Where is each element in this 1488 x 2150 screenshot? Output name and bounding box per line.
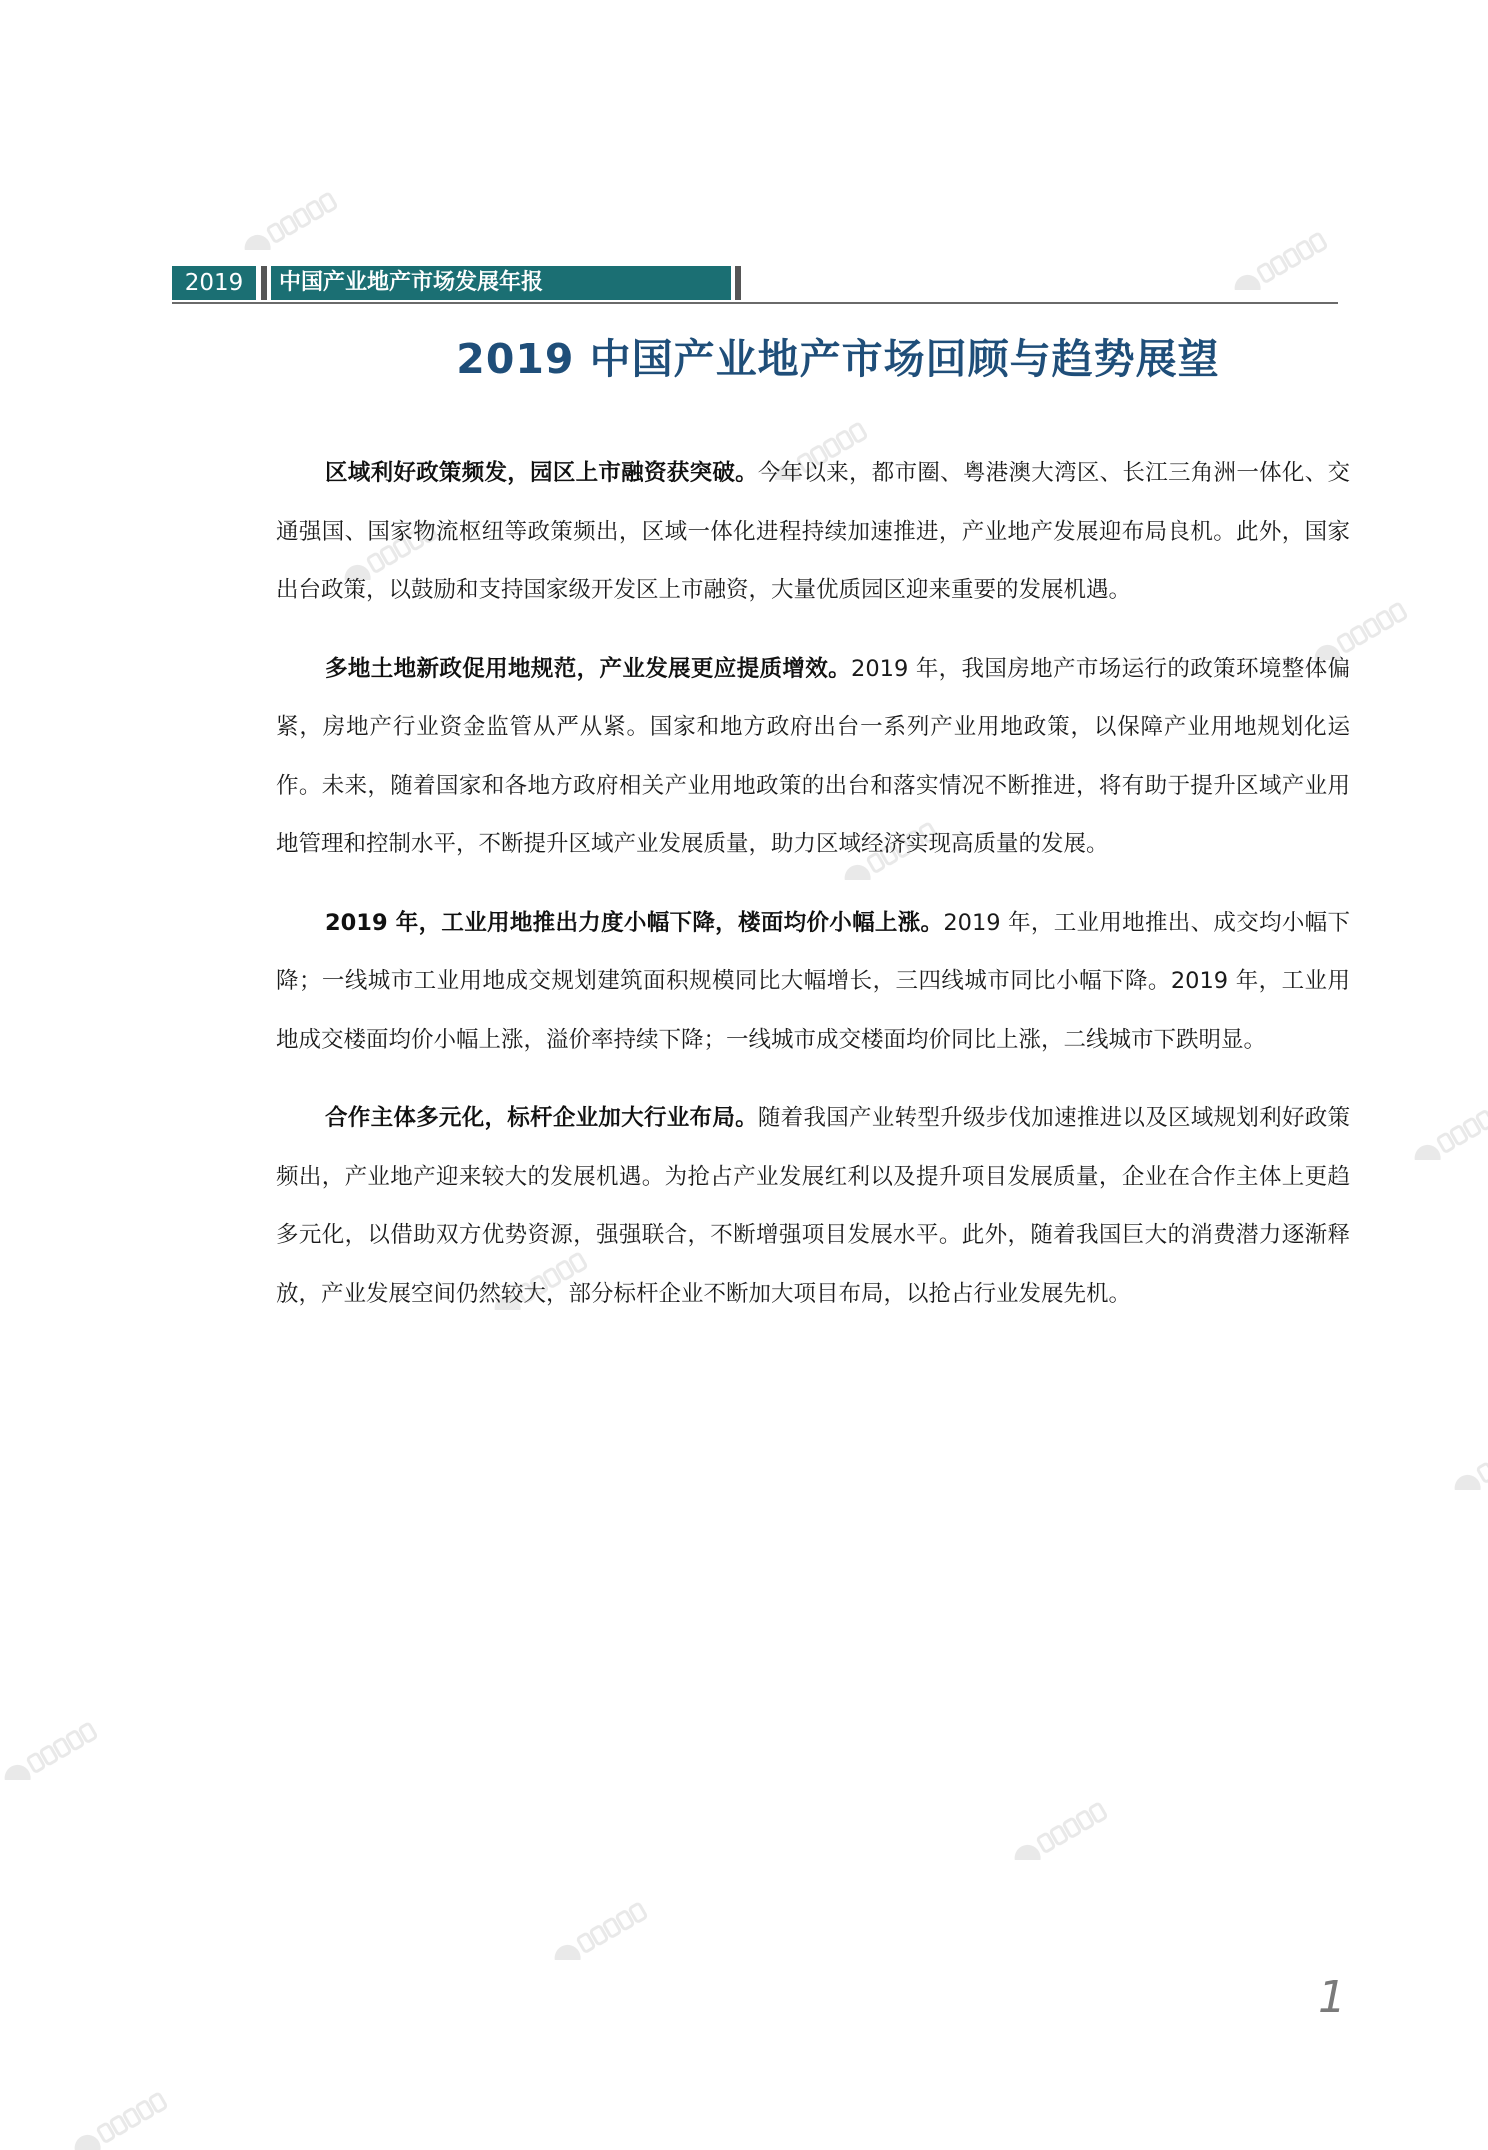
paragraph [276, 1089, 1350, 1323]
creis-watermark-logo [60, 2090, 180, 2150]
header-divider [735, 266, 741, 300]
header-report-title: 中国产业地产市场发展年报 [271, 266, 731, 300]
creis-watermark-logo [0, 1720, 110, 1780]
creis-watermark-logo [1440, 1430, 1488, 1490]
creis-watermark-logo [1400, 1100, 1488, 1160]
body-text [276, 444, 1350, 1343]
creis-watermark-logo [230, 190, 350, 250]
page-title: 2019 中国产业地产市场回顾与趋势展望 [456, 335, 1220, 383]
paragraph-lead: 合作主体多元化，标杆企业加大行业布局。 [325, 1105, 758, 1131]
header-divider [261, 266, 267, 300]
paragraph [276, 894, 1350, 1070]
paragraph-body: 随着我国产业转型升级步伐加速推进以及区域规划利好政策频出，产业地产迎来较大的发展机遇。为抢占产业发展红利以及提升项目发展质量，企业在合作主体上更趋多元化，以借助双方优势资源，强强联合，不断增强项目发展水平。此外，随着我国巨大的消费潜力逐渐释放，产业发展空间仍然较大，部分标杆企业不断加大项目布局，以抢占行业发展先机。 [276, 1105, 1350, 1307]
page-number: 1 [1318, 1972, 1346, 2023]
paragraph-body: 今年以来，都市圈、粤港澳大湾区、长江三角洲一体化、交通强国、国家物流枢纽等政策频出，区域一体化进程持续加速推进，产业地产发展迎布局良机。此外，国家出台政策，以鼓励和支持国家级开发区上市融资，大量优质园区迎来重要的发展机遇。 [276, 460, 1350, 603]
paragraph-lead: 区域利好政策频发，园区上市融资获突破。 [325, 460, 758, 486]
paragraph-body: 2019 年，工业用地推出、成交均小幅下降；一线城市工业用地成交规划建筑面积规模同比大幅增长，三四线城市同比小幅下降。2019 年，工业用地成交楼面均价小幅上涨，溢价率持续下降；一线城市成交楼面均价同比上涨，二线城市下跌明显。 [276, 909, 1350, 1053]
paragraph-lead: 2019 年，工业用地推出力度小幅下降，楼面均价小幅上涨。 [325, 909, 944, 936]
header-year: 2019 [172, 266, 256, 300]
header-rule [172, 302, 1338, 304]
creis-watermark-logo [540, 1900, 660, 1960]
paragraph-lead: 多地土地新政促用地规范，产业发展更应提质增效。 [325, 655, 852, 682]
creis-watermark-logo [1000, 1800, 1120, 1860]
paragraph [276, 640, 1350, 874]
paragraph-body: 2019 年，我国房地产市场运行的政策环境整体偏紧，房地产行业资金监管从严从紧。国家和地方政府出台一系列产业用地政策，以保障产业用地规划化运作。未来，随着国家和各地方政府相关产业用地政策的出台和落实情况不断推进，将有助于提升区域产业用地管理和控制水平，不断提升区域产业发展质量，助力区域经济实现高质量的发展。 [276, 655, 1350, 857]
paragraph [276, 444, 1350, 620]
creis-watermark-logo [1220, 230, 1340, 290]
